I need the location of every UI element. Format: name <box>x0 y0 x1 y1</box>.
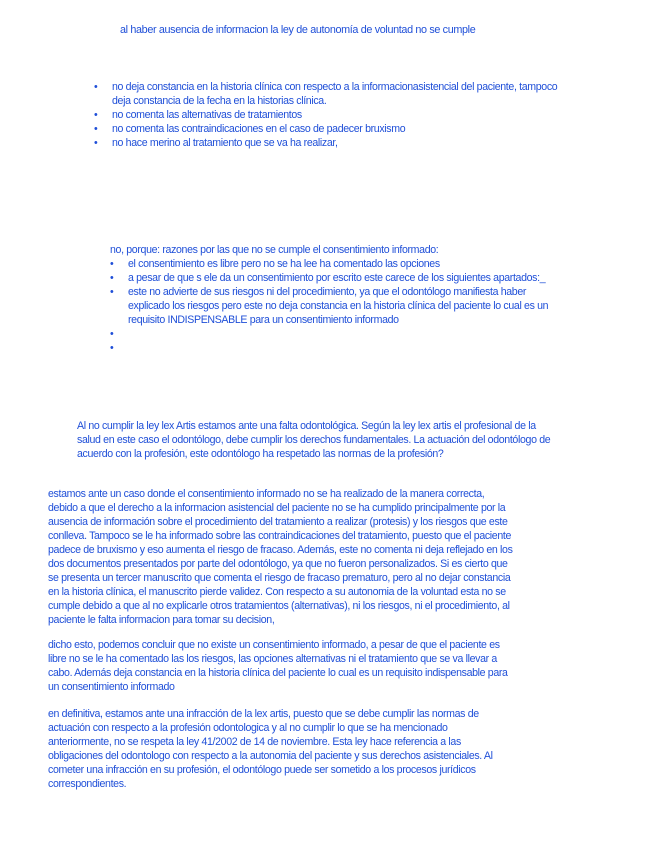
paragraph-lex-artis: Al no cumplir la ley lex Artis estamos ante una falta odontológica. Según la ley lex artis el profesional de la salud en este caso el odontólogo, debe cumplir los derechos fundamentales. La actuación del odontólogo de acuerdo con la profesión, este odontólogo ha respetado las normas de la profesión? <box>77 420 551 460</box>
bullet-icon: • <box>94 123 98 135</box>
list-item: • no comenta las contraindicaciones en el caso de padecer bruxismo <box>94 123 406 135</box>
paragraph-analysis: estamos ante un caso donde el consentimiento informado no se ha realizado de la manera correcta, debido a que el derecho a la informacion asistencial del paciente no se ha cumplido principalmente por la ausencia de información sobre el procedimiento del tratamiento a realizar (protesis) y los riesgos que este conlleva. Tampoco se le ha informado sobre las contraindicaciones del tratamiento, puesto que el paciente padece de bruxismo y eso aumenta el riesgo de fracaso. Además, este no comenta ni deja reflejado en los dos documentos presentados por parte del odontólogo, ya que no fueron personalizados. Si es cierto que se presenta un tercer manuscrito que comenta el riesgo de fracaso prematuro, pero al no dejar constancia en la historia clínica, el manuscrito pierde validez. Con respecto a su autonomia de la voluntad esta no se cumple debido a que al no explicarle otros tratamientos (alternativas), ni los riesgos, ni el procedimiento, al paciente le falta informacion para tomar su decision, <box>48 488 513 626</box>
list-item <box>110 327 548 341</box>
bullet-icon: • <box>110 286 114 298</box>
bullet-icon: • <box>94 81 98 93</box>
bullet-icon: • <box>110 328 114 340</box>
missing-info-list <box>94 80 558 150</box>
bullet-icon: • <box>110 258 114 270</box>
reasons-section <box>110 243 548 355</box>
list-item: • no deja constancia en la historia clínica con respecto a la informacionasistencial del paciente, tampoco deja constancia de la fecha en la historias clínica. <box>94 81 558 107</box>
list-item: • no comenta las alternativas de tratamientos <box>94 109 302 121</box>
list-item: • no hace merino al tratamiento que se va ha realizar, <box>94 137 338 149</box>
list-item: • este no advierte de sus riesgos ni del procedimiento, ya que el odontólogo manifiesta haber explicado los riesgos pero este no deja constancia en la historia clínica del paciente lo cual es un requisito INDISPENSABLE para un consentimiento informado <box>110 286 549 326</box>
title-text: al haber ausencia de informacion la ley de autonomía de voluntad no se cumple <box>120 24 476 36</box>
list-item <box>110 341 548 355</box>
bullet-icon: • <box>94 109 98 121</box>
paragraph-conclusion: dicho esto, podemos concluir que no existe un consentimiento informado, a pesar de que el paciente es libre no se le ha comentado las los riesgos, las opciones alternativas ni el tratamiento que se va llevar a cabo. Además deja constancia en la historia clínica del paciente lo cual es un requisito indispensable para un consentimiento informado <box>48 639 508 693</box>
document-title <box>120 23 475 37</box>
bullet-icon: • <box>110 272 114 284</box>
paragraph-final: en definitiva, estamos ante una infracción de la lex artis, puesto que se debe cumplir las normas de actuación con respecto a la profesión odontologica y al no cumplir lo que se ha mencionado anteriormente, no se respeta la ley 41/2002 de 14 de noviembre. Esta ley hace referencia a las obligaciones del odontologo con respecto a la autonomia del paciente y sus derechos asistenciales. Al cometer una infracción en su profesión, el odontólogo puede ser sometido a los procesos jurídicos correspondientes. <box>48 708 493 790</box>
bullet-icon: • <box>94 137 98 149</box>
bullet-icon: • <box>110 342 114 354</box>
reasons-heading: no, porque: razones por las que no se cumple el consentimiento informado: <box>110 244 439 256</box>
list-item: • el consentimiento es libre pero no se ha lee ha comentado las opciones <box>110 258 440 270</box>
list-item: • a pesar de que s ele da un consentimiento por escrito este carece de los siguientes apartados:_ <box>110 272 546 284</box>
